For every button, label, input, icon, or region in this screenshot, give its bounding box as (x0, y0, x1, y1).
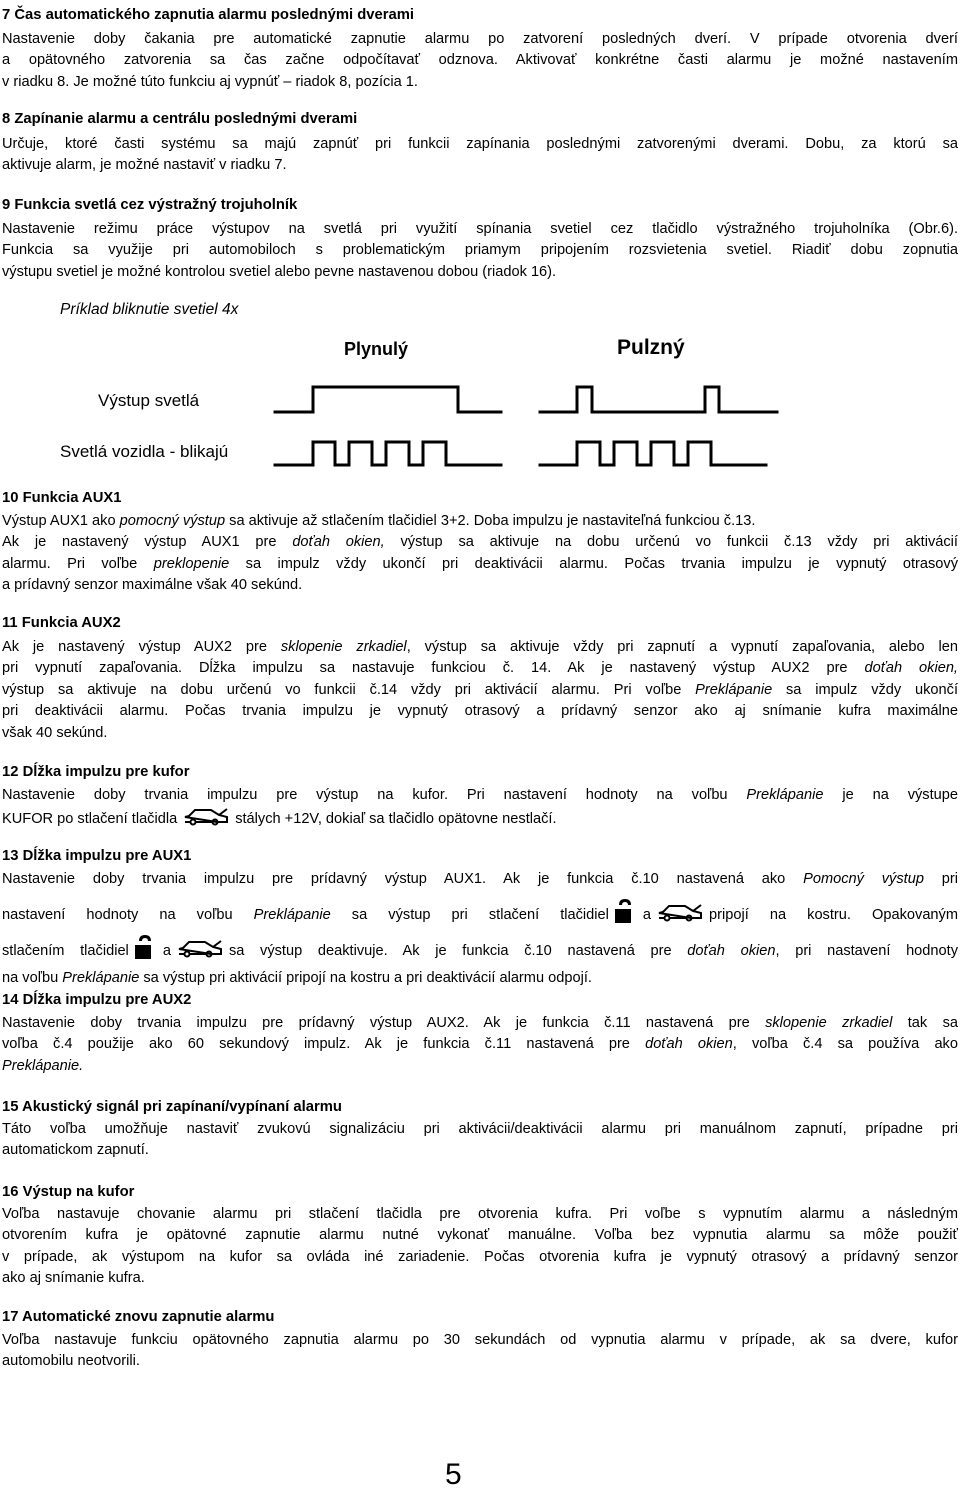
text-run: stlačením tlačidiel (2, 943, 129, 959)
section-13-text (2, 868, 958, 989)
text-line: ako aj snímanie kufra. (2, 1270, 145, 1287)
section-12-text (2, 784, 958, 834)
text-run: výstup sa aktivuje na dobu určenú vo funkcii č.14 vždy pri aktivácií alarmu. Pri voľbe (2, 681, 696, 698)
car-trunk-icon (657, 903, 703, 931)
text-run: sa výstup pri stlačení tlačidiel (330, 907, 609, 923)
text-run: sa aktivuje až stlačením tlačidiel 3+2. Doba impulzu je nastaviteľná funkciou č.13. (225, 513, 756, 529)
column-label-continuous: Plynulý (344, 339, 409, 359)
text-line: a prídavný senzor maximálne však 40 sekúnd. (2, 577, 303, 594)
text-run: a (642, 907, 652, 923)
output-continuous-signal (275, 387, 501, 412)
section-9-heading: 9 Funkcia svetlá cez výstražný trojuholník (2, 197, 298, 213)
text-line: výstupu svetiel je možné kontrolou svetiel alebo pevne nastavenou dobou (riadok 16). (2, 263, 557, 280)
text-line: aktivuje alarm, je možné nastaviť v riadku 7. (2, 157, 287, 174)
text-line: pri deaktivácii alarmu. Počas trvania impulzu je vypnutý otrasový a prídavný senzor ako aj snímanie kufra maximálne (2, 703, 958, 720)
section-15-text (2, 1119, 958, 1162)
text-run: výstup sa aktivuje na dobu určenú vo funkcii č.13 vždy pri aktivácií (384, 534, 958, 551)
vehicle-pulse-signal (540, 442, 766, 465)
section-10-text (2, 511, 958, 597)
text-run: na voľbu (2, 970, 63, 986)
text-line (2, 637, 958, 658)
text-line (2, 554, 958, 575)
text-line: automobilu neotvorili. (2, 1353, 140, 1370)
section-13-heading: 13 Dĺžka impulzu pre AUX1 (2, 848, 192, 864)
section-10-heading: 10 Funkcia AUX1 (2, 490, 122, 506)
text-run-italic: doťah okien (645, 1036, 733, 1053)
section-16-heading: 16 Výstup na kufor (2, 1184, 135, 1200)
text-run-italic: pomocný výstup (119, 513, 226, 529)
text-run-italic: Preklápanie (62, 970, 140, 986)
text-run: , výstup sa aktivuje vždy pri zapnutí a vypnutí zapaľovania, alebo len (406, 639, 958, 655)
car-trunk-icon (177, 939, 223, 967)
text-line: Nastavenie doby čakania pre automatické zapnutie alarmu po zatvorení posledných dverí. V prípade otvorenia dverí (2, 31, 958, 47)
row-label-vehicle: Svetlá vozidla - blikajú (60, 442, 229, 461)
text-line: Voľba nastavuje chovanie alarmu pri stlačení tlačidla pre otvorenia kufra. Pri voľbe s vypnutím alarmu a následným (2, 1206, 958, 1222)
section-17-heading: 17 Automatické znovu zapnutie alarmu (2, 1309, 275, 1325)
text-line: Určuje, ktoré časti systému sa majú zapnúť pri funkcii zapínania poslednými zatvorenými dverami. Dobu, za ktorú sa (2, 136, 958, 152)
output-pulse-signal (540, 387, 777, 412)
text-run-italic: doťah okien (687, 943, 776, 959)
text-line: automatickom zapnutí. (2, 1142, 149, 1159)
text-run-italic: sklopenie zrkadiel (765, 1015, 893, 1031)
text-run: , voľba č.4 sa používa ako (732, 1036, 958, 1053)
text-run: je na výstupe (823, 787, 958, 803)
text-line: Voľba nastavuje funkciu opätovného zapnutia alarmu po 30 sekundách od vypnutia alarmu v prípade, ak sa dvere, kufor (2, 1332, 958, 1348)
row-label-output: Výstup svetlá (98, 391, 200, 410)
car-trunk-icon (183, 807, 229, 835)
text-run: sa výstup deaktivuje. Ak je funkcia č.10 nastavená pre (228, 943, 688, 959)
text-run-italic: doťah okien, (292, 534, 385, 551)
text-run: sa impulz vždy ukončí pri deaktivácii alarmu. Počas trvania impulzu je vypnutý otrasový (229, 555, 959, 572)
text-run: Výstup AUX1 ako (2, 513, 120, 529)
vehicle-continuous-signal (275, 442, 501, 465)
text-run-italic: doťah okien, (864, 660, 958, 677)
text-line (2, 532, 958, 553)
section-11-text (2, 637, 958, 744)
diagram-caption: Príklad bliknutie svetiel 4x (60, 301, 239, 318)
text-run: Ak je nastavený výstup AUX1 pre (2, 534, 293, 551)
text-run: alarmu. Pri voľbe (2, 555, 154, 572)
text-line (2, 1034, 958, 1055)
section-16-text (2, 1204, 958, 1290)
text-run: a (162, 943, 171, 959)
text-line (2, 868, 958, 890)
text-line (2, 967, 958, 989)
text-run: Nastavenie doby trvania impulzu pre prídavný výstup AUX1. Ak je funkcia č.10 nastavená ako (2, 871, 804, 887)
text-run-italic: Preklápanie (253, 907, 331, 923)
text-line (2, 899, 958, 931)
text-line: Funkcia sa využije pri automobiloch s problematickým priamym pripojením rozsvietenia svetiel. Riadiť dobu zopnutia (2, 242, 958, 259)
text-run-italic: Pomocný výstup (803, 871, 924, 887)
text-run-italic: Preklápanie (746, 787, 824, 803)
text-run-italic: sklopenie zrkadiel (280, 639, 407, 655)
column-label-pulse: Pulzný (617, 336, 685, 359)
padlock-open-icon (615, 899, 637, 931)
text-line-italic: Preklápanie. (2, 1057, 84, 1074)
text-line (2, 658, 958, 679)
text-line (2, 935, 958, 967)
section-14-heading: 14 Dĺžka impulzu pre AUX2 (2, 992, 192, 1008)
text-line (2, 784, 958, 807)
section-7-heading: 7 Čas automatického zapnutia alarmu poslednými dverami (2, 7, 414, 23)
text-line (2, 511, 958, 532)
section-17-text (2, 1330, 958, 1373)
section-15-heading: 15 Akustický signál pri zapínaní/vypínaní alarmu (2, 1099, 342, 1115)
section-11-heading: 11 Funkcia AUX2 (2, 615, 121, 631)
text-run: Nastavenie doby trvania impulzu pre prídavný výstup AUX2. Ak je funkcia č.11 nastavená pre (2, 1015, 766, 1031)
text-line (2, 807, 958, 835)
text-run: , pri nastavení hodnoty (775, 943, 958, 959)
text-run: KUFOR po stlačení tlačidla (2, 810, 178, 827)
text-line: Nastavenie režimu práce výstupov na svetlá pri využití spínania svetiel cez tlačidlo výstražného trojuholníka (Obr.6). (2, 221, 958, 237)
padlock-open-icon (135, 935, 157, 967)
text-run: stálych +12V, dokiaľ sa tlačidlo opätovne nestlačí. (235, 810, 557, 827)
text-line: v prípade, ak výstupom na kufor sa ovláda iné zariadenie. Počas otvorenia kufra je vypnutý otrasový a prídavný senzor (2, 1248, 958, 1265)
text-line: otvorením kufra je opätovné zapnutie alarmu nutné vykonať manuálne. Voľba bez vypnutia alarmu sa môže použiť (2, 1227, 958, 1244)
page-number: 5 (445, 1458, 462, 1491)
text-run-italic: Preklápanie (695, 681, 773, 698)
text-line (2, 1013, 958, 1034)
text-run: pri vypnutí zapaľovania. Dĺžka impulzu sa nastavuje funkciou č. 14. Ak je nastavený výstup AUX2 pre (2, 660, 865, 677)
text-run: Ak je nastavený výstup AUX2 pre (2, 639, 281, 655)
text-line: v riadku 8. Je možné túto funkciu aj vypnúť – riadok 8, pozícia 1. (2, 73, 418, 90)
text-line: Táto voľba umožňuje nastaviť zvukovú signalizáciu pri aktivácii/deaktivácii alarmu pri manuálnom zapnutí, prípadne pri (2, 1121, 958, 1137)
text-run: voľba č.4 použije ako 60 sekundový impulz. Ak je funkcia č.11 nastavená pre (2, 1036, 646, 1053)
text-run: sa výstup pri aktivácií pripojí na kostru a pri deaktivácií alarmu odpojí. (139, 970, 592, 986)
text-run: pri (923, 871, 958, 887)
section-14-text (2, 1013, 958, 1077)
text-line: a opätovného zatvorenia sa čas začne odpočítavať odznova. Aktivovať konkrétne časti alarmu je možné nastavením (2, 52, 958, 69)
signal-timing-diagram (0, 0, 960, 500)
section-8-heading: 8 Zapínanie alarmu a centrálu poslednými dverami (2, 111, 358, 127)
text-run: pripojí na kostru. Opakovaným (709, 907, 958, 923)
text-run: sa impulz vždy ukončí (772, 681, 958, 698)
text-line (2, 680, 958, 701)
text-run-italic: preklopenie (153, 555, 230, 572)
text-line: však 40 sekúnd. (2, 724, 108, 741)
text-run: tak sa (892, 1015, 958, 1031)
text-run: nastavení hodnoty na voľbu (2, 907, 254, 923)
text-run: Nastavenie doby trvania impulzu pre výstup na kufor. Pri nastavení hodnoty na voľbu (2, 787, 747, 803)
section-12-heading: 12 Dĺžka impulzu pre kufor (2, 764, 190, 780)
